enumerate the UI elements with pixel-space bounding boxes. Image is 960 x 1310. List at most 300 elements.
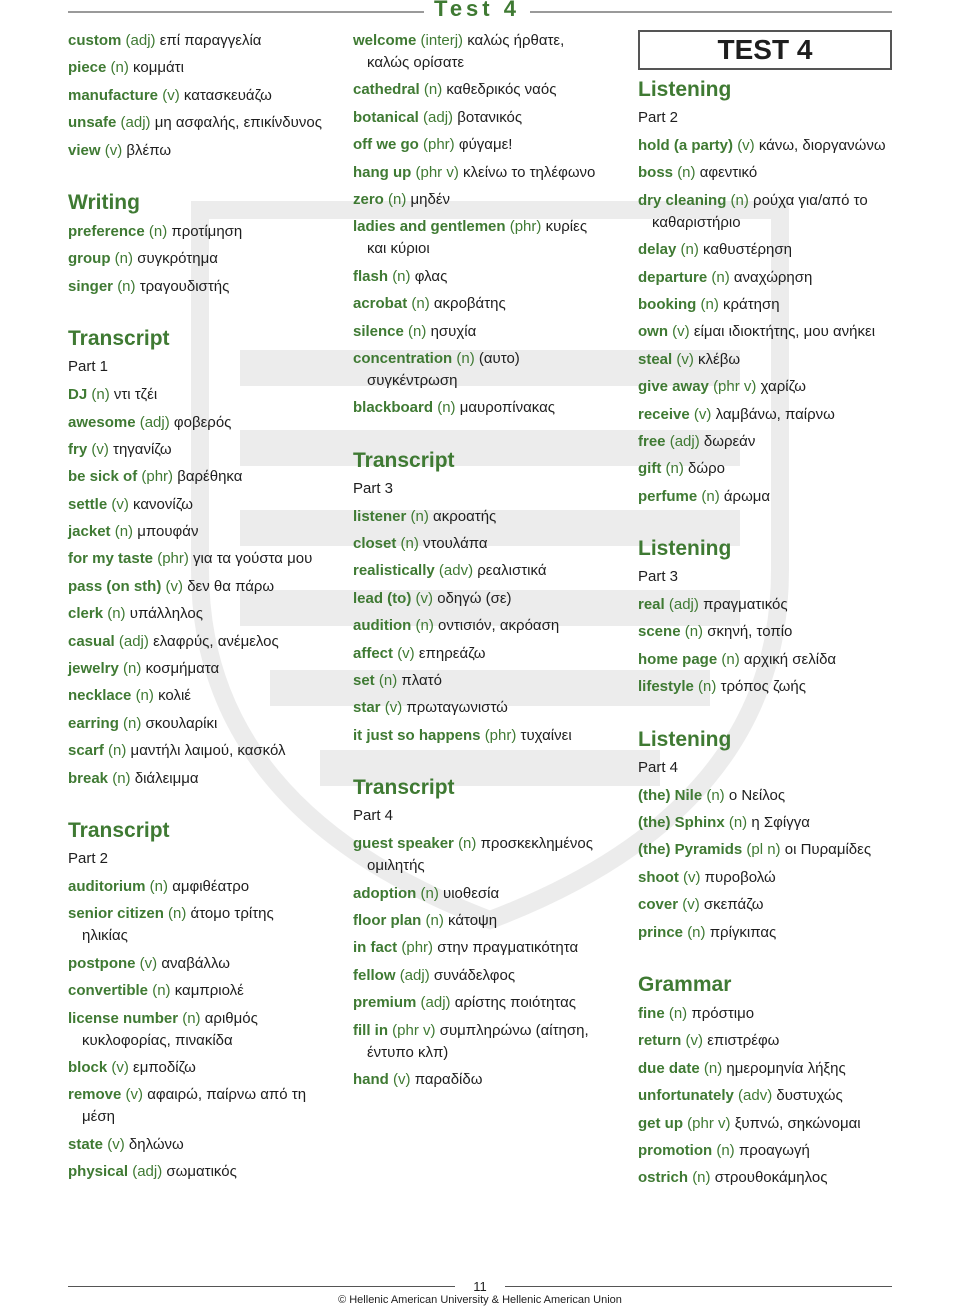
entry-translation: δώρο (688, 460, 725, 478)
glossary-entry (68, 221, 343, 243)
glossary-entry (638, 812, 898, 834)
glossary-entry (638, 431, 898, 453)
entry-translation: πλατό (401, 672, 442, 690)
section-title-listening: Listening (638, 727, 732, 751)
entry-part-of-speech: (n) (410, 507, 429, 525)
entry-part-of-speech: (phr) (509, 218, 542, 236)
entry-term: star (353, 699, 381, 717)
glossary-entry (68, 876, 343, 898)
column-3 (638, 30, 898, 1195)
entry-term: delay (638, 241, 677, 259)
glossary-entry (353, 725, 633, 747)
entry-term: fill in (353, 1021, 388, 1039)
page-header-title: Test 4 (434, 0, 520, 21)
entry-translation: πραγματικός (703, 596, 788, 614)
entry-term: senior citizen (68, 905, 164, 923)
entry-translation: ημερομηνία λήξης (726, 1059, 846, 1077)
entry-part-of-speech: (n) (456, 349, 475, 367)
section-part: Part 1 (68, 358, 109, 376)
entry-translation: ντι τζέι (113, 386, 158, 404)
entry-term: set (353, 672, 375, 690)
entry-translation: πρωταγωνιστώ (406, 699, 508, 717)
entry-translation: τραγουδιστής (139, 277, 230, 295)
entry-term: realistically (353, 562, 435, 580)
entry-translation: οντισιόν, ακρόαση (438, 617, 560, 635)
entry-term: fellow (353, 966, 396, 984)
entry-translation: προαγωγή (738, 1141, 810, 1159)
entry-part-of-speech: (n) (716, 1141, 735, 1159)
glossary-entry (68, 1134, 343, 1156)
glossary-entry (638, 321, 898, 343)
entry-part-of-speech: (n) (182, 1009, 201, 1027)
entry-part-of-speech: (n) (677, 164, 696, 182)
entry-translation-continued: καλώς ορίσατε (367, 54, 465, 71)
entry-part-of-speech: (v) (672, 323, 690, 341)
entry-term: unfortunately (638, 1087, 734, 1105)
entry-translation: προσκεκλημένος (480, 835, 593, 853)
entry-term: custom (68, 32, 122, 49)
entry-term: promotion (638, 1141, 713, 1159)
entry-translation: κομμάτι (133, 59, 184, 77)
entry-part-of-speech: (n) (680, 241, 699, 259)
entry-part-of-speech: (phr v) (713, 378, 757, 396)
entry-term: hang up (353, 163, 412, 181)
entry-translation: ακροβάτης (433, 295, 506, 313)
entry-part-of-speech: (n) (698, 678, 717, 696)
glossary-entry (353, 216, 633, 260)
glossary-entry (353, 670, 633, 692)
glossary-entry (638, 1140, 898, 1162)
entry-translation: επί παραγγελία (159, 32, 262, 49)
entry-term: silence (353, 322, 404, 340)
entry-part-of-speech: (adj) (118, 632, 149, 650)
glossary-entry (353, 134, 633, 156)
entry-translation: εμποδίζω (133, 1058, 196, 1076)
glossary-entry (68, 494, 343, 516)
entry-term: block (68, 1058, 108, 1076)
entry-translation: συμπληρώνω (αίτηση, (439, 1021, 589, 1039)
entry-part-of-speech: (v) (393, 1070, 411, 1088)
entry-part-of-speech: (n) (168, 905, 187, 923)
entry-term: (the) Sphinx (638, 814, 725, 832)
entry-part-of-speech: (n) (458, 835, 477, 853)
test-title-box: TEST 4 (638, 30, 892, 70)
entry-part-of-speech: (n) (437, 399, 456, 417)
glossary-entry (353, 697, 633, 719)
entry-term: awesome (68, 413, 136, 431)
entry-term: jewelry (68, 660, 119, 678)
entry-term: perfume (638, 487, 698, 505)
entry-translation-continued: μέση (82, 1108, 115, 1126)
entry-translation-continued: και κύριοι (367, 240, 430, 258)
copyright-notice: © Hellenic American University & Hellenic American Union (338, 1294, 622, 1306)
entry-translation: για τα γούστα μου (193, 550, 313, 568)
entry-term: state (68, 1135, 104, 1153)
entry-term: steal (638, 350, 673, 368)
entry-translation: καθυστέρηση (703, 241, 792, 259)
entry-part-of-speech: (v) (682, 896, 700, 914)
glossary-entry (68, 140, 343, 162)
entry-term: scarf (68, 742, 104, 760)
entry-term: break (68, 769, 109, 787)
glossary-entry (638, 839, 898, 861)
glossary-entry (353, 293, 633, 315)
entry-part-of-speech: (v) (139, 954, 158, 972)
entry-term: cover (638, 896, 679, 914)
entry-translation: κατασκευάζω (183, 86, 272, 104)
entry-term: zero (353, 190, 384, 208)
glossary-entry (638, 239, 898, 261)
glossary-entry (638, 785, 898, 807)
entry-part-of-speech: (v) (165, 577, 184, 595)
entry-translation: ρεαλιστικά (477, 562, 547, 580)
glossary-entry (68, 276, 343, 298)
entry-translation: οι Πυραμίδες (784, 841, 872, 859)
glossary-entry (353, 560, 633, 582)
glossary-entry (68, 412, 343, 434)
entry-translation: κοσμήματα (145, 660, 220, 678)
entry-part-of-speech: (n) (700, 295, 719, 313)
glossary-entry (353, 1069, 633, 1091)
entry-translation: ελαφρύς, ανέμελος (153, 632, 279, 650)
entry-part-of-speech: (v) (91, 440, 109, 458)
entry-translation: είμαι ιδιοκτήτης, μου ανήκει (693, 323, 876, 341)
entry-part-of-speech: (adj) (125, 32, 156, 49)
entry-translation: δηλώνω (128, 1135, 184, 1153)
transcript-part3-list (353, 506, 633, 747)
entry-translation: μαντήλι λαιμού, κασκόλ (130, 742, 286, 760)
entry-translation: πρίγκιπας (709, 923, 777, 941)
entry-part-of-speech: (phr) (401, 939, 434, 957)
entry-term: dry cleaning (638, 191, 727, 209)
entry-part-of-speech: (adj) (399, 966, 430, 984)
entry-term: postpone (68, 954, 136, 972)
entry-term: it just so happens (353, 726, 481, 744)
glossary-entry (68, 658, 343, 680)
entry-translation: σκουλαρίκι (145, 714, 218, 732)
entry-translation: υιοθεσία (443, 884, 500, 902)
entry-translation: (αυτο) (478, 349, 520, 367)
glossary-entry (353, 992, 633, 1014)
entry-translation-continued: ηλικίας (82, 927, 128, 945)
entry-translation: στρουθοκάμηλος (714, 1169, 828, 1187)
entry-part-of-speech: (n) (114, 523, 134, 541)
glossary-entry (353, 615, 633, 637)
section-title-transcript: Transcript (68, 327, 170, 351)
entry-term: (the) Pyramids (638, 841, 743, 859)
section-title-writing: Writing (68, 190, 140, 214)
entry-translation: ρούχα για/από το (753, 191, 868, 209)
entry-translation: μαυροπίνακας (459, 399, 555, 417)
glossary-entry (353, 883, 633, 905)
glossary-entry (68, 1161, 343, 1183)
entry-term: casual (68, 632, 115, 650)
entry-term: guest speaker (353, 835, 454, 853)
entry-translation: οδηγώ (σε) (437, 589, 512, 607)
entry-translation: κυρίες (545, 218, 588, 236)
entry-part-of-speech: (adj) (132, 1163, 163, 1181)
entry-part-of-speech: (n) (665, 460, 684, 478)
listening-part2-list (638, 135, 898, 508)
writing-list (68, 221, 343, 298)
listening-part4-list (638, 785, 898, 944)
entry-part-of-speech: (n) (112, 769, 131, 787)
intro-list (68, 30, 343, 162)
glossary-entry (638, 621, 898, 643)
entry-term: hold (a party) (638, 137, 734, 154)
entry-part-of-speech: (n) (107, 605, 126, 623)
entry-translation: δωρεάν (703, 432, 756, 450)
entry-translation-continued: έντυπο κλπ) (367, 1043, 449, 1061)
entry-part-of-speech: (n) (400, 535, 419, 553)
glossary-entry (638, 649, 898, 671)
entry-term: necklace (68, 687, 132, 705)
entry-translation: φοβερός (173, 413, 232, 431)
entry-part-of-speech: (v) (415, 589, 434, 607)
glossary-entry (68, 713, 343, 735)
glossary-entry (638, 1030, 898, 1052)
section-part: Part 2 (68, 849, 109, 867)
entry-part-of-speech: (phr) (484, 726, 517, 744)
glossary-entry (353, 1020, 633, 1064)
glossary-entry (638, 1003, 898, 1025)
entry-term: due date (638, 1059, 700, 1077)
entry-part-of-speech: (n) (392, 267, 411, 285)
entry-part-of-speech: (v) (104, 141, 123, 159)
entry-part-of-speech: (n) (687, 923, 706, 941)
entry-translation: αριθμός (204, 1009, 258, 1027)
entry-term: unsafe (68, 114, 117, 132)
column-2 (353, 30, 633, 1096)
entry-translation: αρίστης ποιότητας (454, 994, 577, 1012)
entry-translation-continued: καθαριστήριο (652, 213, 741, 231)
entry-part-of-speech: (phr) (141, 468, 174, 486)
glossary-entry (68, 521, 343, 543)
section-title-transcript: Transcript (68, 818, 170, 842)
entry-translation-continued: κυκλοφορίας, πινακίδα (82, 1031, 233, 1049)
entry-translation: βλέπω (126, 141, 172, 159)
entry-translation: η Σφίγγα (751, 814, 810, 832)
entry-term: earring (68, 714, 119, 732)
entry-part-of-speech: (n) (135, 687, 154, 705)
glossary-entry (638, 349, 898, 371)
glossary-entry (68, 1084, 343, 1128)
entry-part-of-speech: (n) (152, 982, 171, 1000)
entry-translation: παραδίδω (414, 1070, 483, 1088)
entry-part-of-speech: (n) (388, 190, 407, 208)
entry-translation: μηδέν (410, 190, 451, 208)
entry-part-of-speech: (v) (397, 644, 415, 662)
entry-translation: αφεντικό (699, 164, 758, 182)
entry-term: group (68, 250, 111, 268)
glossary-entry (68, 112, 343, 134)
entry-part-of-speech: (n) (706, 786, 725, 804)
glossary-entry (68, 631, 343, 653)
glossary-entry (353, 533, 633, 555)
entry-part-of-speech: (v) (111, 1058, 129, 1076)
transcript-part4-list (353, 833, 633, 1091)
entry-translation: υπάλληλος (129, 605, 203, 623)
entry-part-of-speech: (phr v) (415, 163, 459, 181)
entry-translation: τυχαίνει (520, 726, 572, 744)
entry-part-of-speech: (n) (420, 884, 439, 902)
entry-translation-continued: συγκέντρωση (367, 371, 458, 389)
entry-part-of-speech: (phr v) (392, 1021, 436, 1039)
entry-term: flash (353, 267, 389, 285)
entry-term: clerk (68, 605, 104, 623)
entry-translation: καλώς ήρθατε, (467, 32, 565, 49)
section-part: Part 3 (638, 568, 679, 586)
entry-part-of-speech: (phr v) (687, 1114, 731, 1132)
glossary-entry (68, 1057, 343, 1079)
glossary-entry (68, 576, 343, 598)
entry-term: concentration (353, 349, 453, 367)
entry-translation: λαμβάνω, παίρνω (715, 405, 835, 423)
glossary-entry (68, 685, 343, 707)
glossary-entry (68, 439, 343, 461)
glossary-entry (353, 321, 633, 343)
glossary-entry (353, 588, 633, 610)
entry-term: audition (353, 617, 412, 635)
entry-term: get up (638, 1114, 683, 1132)
glossary-entry (353, 397, 633, 419)
entry-translation: ξυπνώ, σηκώνομαι (734, 1114, 861, 1132)
entry-translation: στην πραγματικότητα (437, 939, 579, 957)
entry-term: blackboard (353, 399, 434, 417)
entry-term: for my taste (68, 550, 154, 568)
entry-translation: σκεπάζω (703, 896, 764, 914)
entry-term: give away (638, 378, 709, 396)
entry-term: own (638, 323, 668, 341)
glossary-entry (638, 867, 898, 889)
entry-term: booking (638, 295, 697, 313)
entry-translation: κράτηση (723, 295, 780, 313)
entry-translation: σκηνή, τοπίο (707, 623, 793, 641)
glossary-entry (68, 57, 343, 79)
entry-term: prince (638, 923, 684, 941)
section-title-grammar: Grammar (638, 972, 732, 996)
glossary-entry (353, 643, 633, 665)
entry-part-of-speech: (adj) (423, 108, 454, 126)
glossary-entry (638, 1085, 898, 1107)
entry-part-of-speech: (n) (110, 59, 129, 77)
entry-term: jacket (68, 523, 111, 541)
section-part: Part 4 (638, 758, 679, 776)
entry-part-of-speech: (n) (378, 672, 398, 690)
entry-part-of-speech: (n) (701, 487, 720, 505)
entry-term: manufacture (68, 86, 159, 104)
entry-part-of-speech: (v) (125, 1086, 144, 1104)
glossary-entry (638, 676, 898, 698)
entry-part-of-speech: (phr) (423, 136, 455, 154)
entry-part-of-speech: (v) (685, 1032, 704, 1050)
entry-part-of-speech: (n) (730, 191, 749, 209)
entry-translation: πυροβολώ (704, 868, 776, 886)
entry-term: closet (353, 535, 397, 553)
entry-term: license number (68, 1009, 179, 1027)
entry-term: scene (638, 623, 681, 641)
entry-translation: τηγανίζω (113, 440, 172, 458)
entry-translation: αρχική σελίδα (743, 650, 837, 668)
glossary-entry (68, 903, 343, 947)
page-number: 11 (455, 1280, 505, 1294)
entry-term: singer (68, 277, 114, 295)
entry-translation: βαρέθηκα (177, 468, 243, 486)
entry-translation: κάτοψη (448, 911, 498, 929)
entry-translation: επιστρέφω (707, 1032, 780, 1050)
glossary-entry (353, 266, 633, 288)
entry-term: listener (353, 507, 407, 525)
entry-part-of-speech: (n) (114, 250, 134, 268)
glossary-entry (353, 30, 633, 74)
entry-term: lead (to) (353, 589, 412, 607)
section-title-listening: Listening (638, 78, 732, 101)
entry-translation: άτομο τρίτης (190, 905, 274, 923)
glossary-entry (638, 922, 898, 944)
entry-term: remove (68, 1086, 122, 1104)
entry-term: adoption (353, 884, 417, 902)
entry-part-of-speech: (n) (149, 877, 169, 895)
glossary-entry (638, 486, 898, 508)
entry-translation-continued: ομιλητής (367, 857, 425, 875)
entry-translation: μπουφάν (137, 523, 199, 541)
entry-part-of-speech: (n) (668, 1004, 688, 1022)
section-title-listening: Listening (638, 537, 732, 561)
entry-part-of-speech: (v) (162, 86, 180, 104)
entry-translation: κολιέ (158, 687, 191, 705)
entry-part-of-speech: (n) (684, 623, 704, 641)
header-rule-right (530, 11, 892, 13)
entry-part-of-speech: (adv) (738, 1087, 773, 1105)
entry-term: ladies and gentlemen (353, 218, 506, 236)
glossary-entry (638, 404, 898, 426)
entry-term: settle (68, 495, 108, 513)
entry-translation: χαρίζω (760, 378, 806, 396)
section-title-transcript: Transcript (353, 448, 455, 472)
entry-translation: φύγαμε! (458, 136, 513, 154)
entry-part-of-speech: (pl n) (746, 841, 781, 859)
section-part: Part 4 (353, 807, 394, 825)
entry-translation: δυστυχώς (776, 1087, 843, 1105)
glossary-entry (68, 548, 343, 570)
glossary-entry (638, 162, 898, 184)
entry-term: pass (on sth) (68, 577, 162, 595)
entry-part-of-speech: (v) (693, 405, 712, 423)
entry-term: return (638, 1032, 682, 1050)
entry-translation: πρόστιμο (691, 1004, 755, 1022)
entry-translation: άρωμα (723, 487, 771, 505)
entry-translation: κανονίζω (133, 495, 194, 513)
entry-part-of-speech: (n) (425, 911, 444, 929)
glossary-entry (353, 162, 633, 184)
transcript-part1-list (68, 384, 343, 789)
entry-part-of-speech: (n) (408, 322, 427, 340)
entry-part-of-speech: (adj) (420, 994, 451, 1012)
glossary-entry (68, 248, 343, 270)
glossary-entry (638, 894, 898, 916)
column-1 (68, 30, 343, 1189)
entry-term: fine (638, 1004, 665, 1022)
glossary-entry (638, 376, 898, 398)
entry-term: hand (353, 1070, 389, 1088)
glossary-entry (638, 1113, 898, 1135)
entry-translation: καθεδρικός ναός (446, 81, 557, 99)
entry-part-of-speech: (adj) (120, 114, 151, 132)
glossary-entry (638, 190, 898, 234)
glossary-entry (68, 1008, 343, 1052)
entry-part-of-speech: (n) (117, 277, 136, 295)
entry-term: auditorium (68, 877, 146, 895)
